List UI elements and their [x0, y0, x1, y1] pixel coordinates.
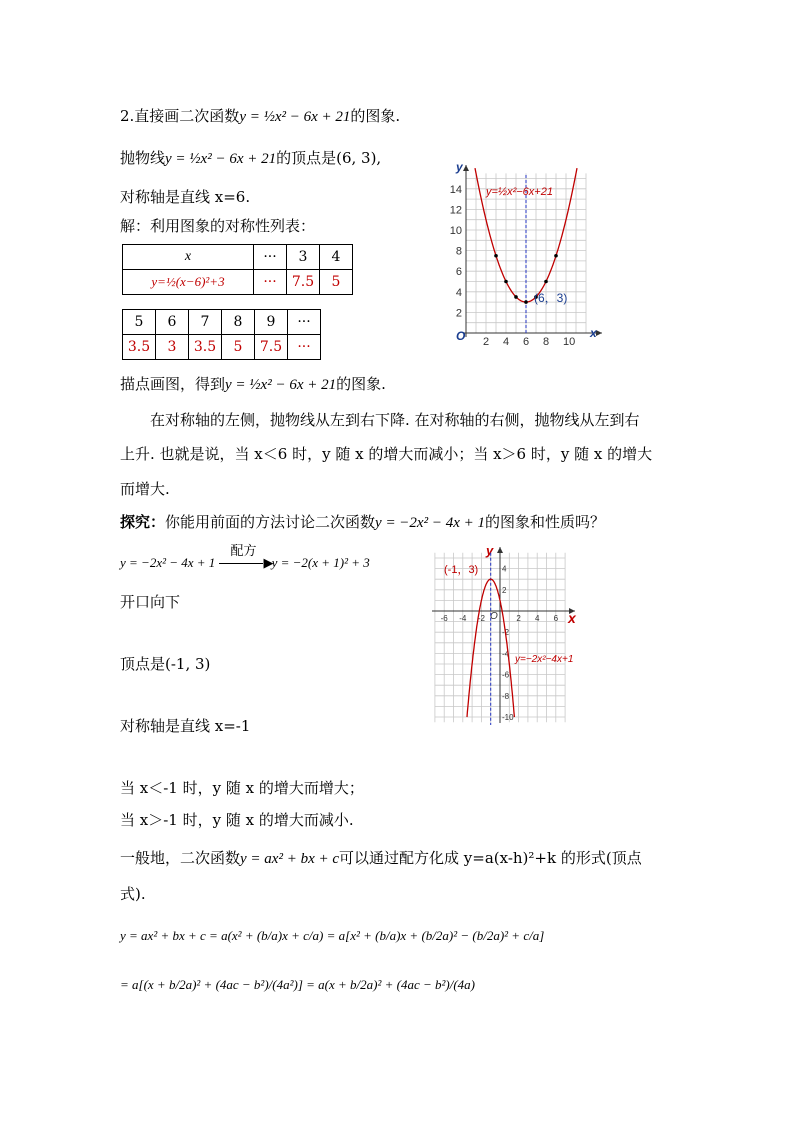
graph2-y-label: y: [486, 543, 494, 558]
table2-cell: 7.5: [255, 335, 288, 360]
intro-line: [120, 106, 400, 127]
intro-suffix: 的图象.: [350, 107, 401, 125]
plot-line: [120, 374, 386, 395]
graph2-y-tick: 2: [502, 585, 507, 595]
table1-cell: 3: [287, 245, 320, 270]
graph1-y-tick: 12: [450, 204, 462, 217]
table2-cell: ···: [288, 335, 321, 360]
explore-formula: y = −2x² − 4x + 1: [375, 515, 485, 531]
general-line-end: 式).: [120, 885, 146, 903]
general-line: [120, 848, 642, 869]
graph2-y-tick: -8: [502, 691, 510, 701]
graph1-origin: O: [456, 329, 466, 343]
table2-cell: 3.5: [189, 335, 222, 360]
value-table-2: [122, 309, 321, 360]
graph1-y-arrow: [463, 165, 469, 171]
decrease-line: 当 x＞-1 时，y 随 x 的增大而减小.: [120, 811, 354, 829]
table1-cell: 4: [320, 245, 353, 270]
cs-arrow-label: 配方: [230, 544, 257, 559]
table2-cell: ···: [288, 310, 321, 335]
graph1-point: [494, 254, 498, 258]
axis-line: 对称轴是直线 x=6.: [120, 188, 251, 206]
table1-cell: ···: [254, 270, 287, 295]
table1-header-x: x: [123, 245, 254, 270]
graph1-y-tick: 8: [455, 245, 462, 258]
graph1-curve-label: y=½x²−6x+21: [486, 186, 553, 198]
plot-formula: y = ½x² − 6x + 21: [225, 377, 337, 393]
intro-prefix: 2.直接画二次函数: [120, 107, 240, 125]
table1-cell: ···: [254, 245, 287, 270]
graph2-x-tick: -6: [440, 614, 448, 623]
graph1-y-tick: 2: [455, 307, 462, 320]
graph1-y-tick: 4: [455, 286, 462, 299]
paragraph-monotonic-2: 上升. 也就是说，当 x＜6 时，y 随 x 的增大而减小；当 x＞6 时，y 随 x 的增大: [120, 445, 653, 463]
table2-cell: 3: [156, 335, 189, 360]
vertex-line: [120, 148, 381, 169]
graph1-x-tick: 8: [543, 336, 550, 345]
table2-cell: 8: [222, 310, 255, 335]
cs-arrow: 配方 ▶: [219, 554, 267, 574]
table2-cell: 3.5: [123, 335, 156, 360]
graph1-point: [524, 300, 528, 304]
graph2-y-tick: -4: [502, 649, 510, 659]
graph2-origin: O: [490, 611, 498, 622]
derivation-eq-1: y = ax² + bx + c = a(x² + (b/a)x + c/a) = a[x² + (b/a)x + (b/2a)² − (b/2a)² + c/a]: [120, 928, 545, 943]
cs-right: y = −2(x + 1)² + 3: [271, 555, 370, 570]
increase-line: 当 x＜-1 时，y 随 x 的增大而增大；: [120, 779, 364, 797]
graph1-y-tick: 10: [450, 225, 462, 237]
graph1-point: [544, 280, 548, 284]
table2-cell: 5: [123, 310, 156, 335]
explore-text: 你能用前面的方法讨论二次函数: [165, 513, 376, 531]
derivation-eq-2: = a[(x + b/2a)² + (4ac − b²)/(4a²)] = a(x + b/2a)² + (4ac − b²)/(4a): [120, 977, 476, 992]
graph2-x-tick: -4: [459, 614, 467, 623]
graph1-x-label: x: [590, 326, 597, 340]
vertex-prefix: 抛物线: [120, 149, 166, 167]
explore-line: [120, 512, 605, 533]
vertex-formula: y = ½x² − 6x + 21: [165, 151, 277, 167]
graph1-x-arrow: [596, 330, 602, 336]
table1-cell: 7.5: [287, 270, 320, 295]
cs-left: y = −2x² − 4x + 1: [120, 555, 216, 570]
graph1-y-label: y: [456, 160, 463, 174]
graph1-point: [554, 254, 558, 258]
general-suffix: 可以通过配方化成 y=a(x-h)²+k 的形式(顶点: [339, 849, 642, 867]
parabola-graph-1: [450, 155, 610, 345]
paragraph-monotonic-1: 在对称轴的左侧，抛物线从左到右下降. 在对称轴的右侧，抛物线从左到右: [150, 411, 640, 429]
graph1-x-tick: 2: [483, 336, 490, 345]
graph2-curve-label: y=−2x²−4x+1: [515, 654, 574, 665]
graph1-x-tick: 4: [503, 336, 510, 345]
table2-cell: 9: [255, 310, 288, 335]
graph2-y-tick: -10: [502, 713, 514, 722]
general-prefix: 一般地，二次函数: [120, 849, 241, 867]
table1-cell: 5: [320, 270, 353, 295]
graph2-x-tick: 6: [553, 614, 559, 623]
value-table-1: [122, 244, 353, 295]
graph2-y-tick: 4: [502, 564, 507, 574]
graph1-point: [514, 295, 518, 299]
general-formula: y = ax² + bx + c: [240, 851, 340, 867]
table1-function: y=½(x−6)²+3: [123, 270, 254, 295]
graph2-y-arrow: [497, 547, 503, 553]
opens-down: 开口向下: [120, 593, 181, 611]
graph1-point: [504, 280, 508, 284]
graph1-x-tick: 10: [563, 336, 576, 345]
explore-suffix: 的图象和性质吗？: [485, 513, 606, 531]
table2-cell: 6: [156, 310, 189, 335]
vertex-suffix: 的顶点是(6, 3),: [276, 149, 382, 167]
complete-square-line: [120, 544, 370, 574]
graph2-x-label: x: [568, 610, 576, 626]
graph2-x-tick: -2: [477, 614, 485, 623]
paragraph-monotonic-3: 而增大.: [120, 480, 170, 498]
plot-suffix: 的图象.: [336, 375, 386, 393]
explore-label: 探究：: [120, 513, 166, 531]
graph2-x-tick: 4: [534, 614, 540, 623]
graph2-y-tick: -2: [502, 628, 510, 638]
graph1-x-tick: 6: [523, 336, 530, 345]
parabola-graph-2: [430, 543, 580, 725]
intro-formula: y = ½x² − 6x + 21: [239, 109, 351, 125]
graph2-vertex-label: (-1，3): [444, 564, 479, 576]
table2-cell: 5: [222, 335, 255, 360]
graph2-x-tick: 2: [516, 614, 521, 623]
table2-cell: 7: [189, 310, 222, 335]
axis-2: 对称轴是直线 x=-1: [120, 717, 251, 735]
graph1-y-tick: 6: [455, 266, 462, 279]
graph1-vertex-label: (6，3): [534, 291, 568, 305]
vertex-2: 顶点是(-1, 3): [120, 655, 211, 673]
graph1-y-tick: 14: [450, 183, 462, 196]
plot-prefix: 描点画图，得到: [120, 375, 226, 393]
solution-line: 解：利用图象的对称性列表：: [120, 217, 316, 235]
graph2-y-tick: -6: [502, 670, 510, 680]
